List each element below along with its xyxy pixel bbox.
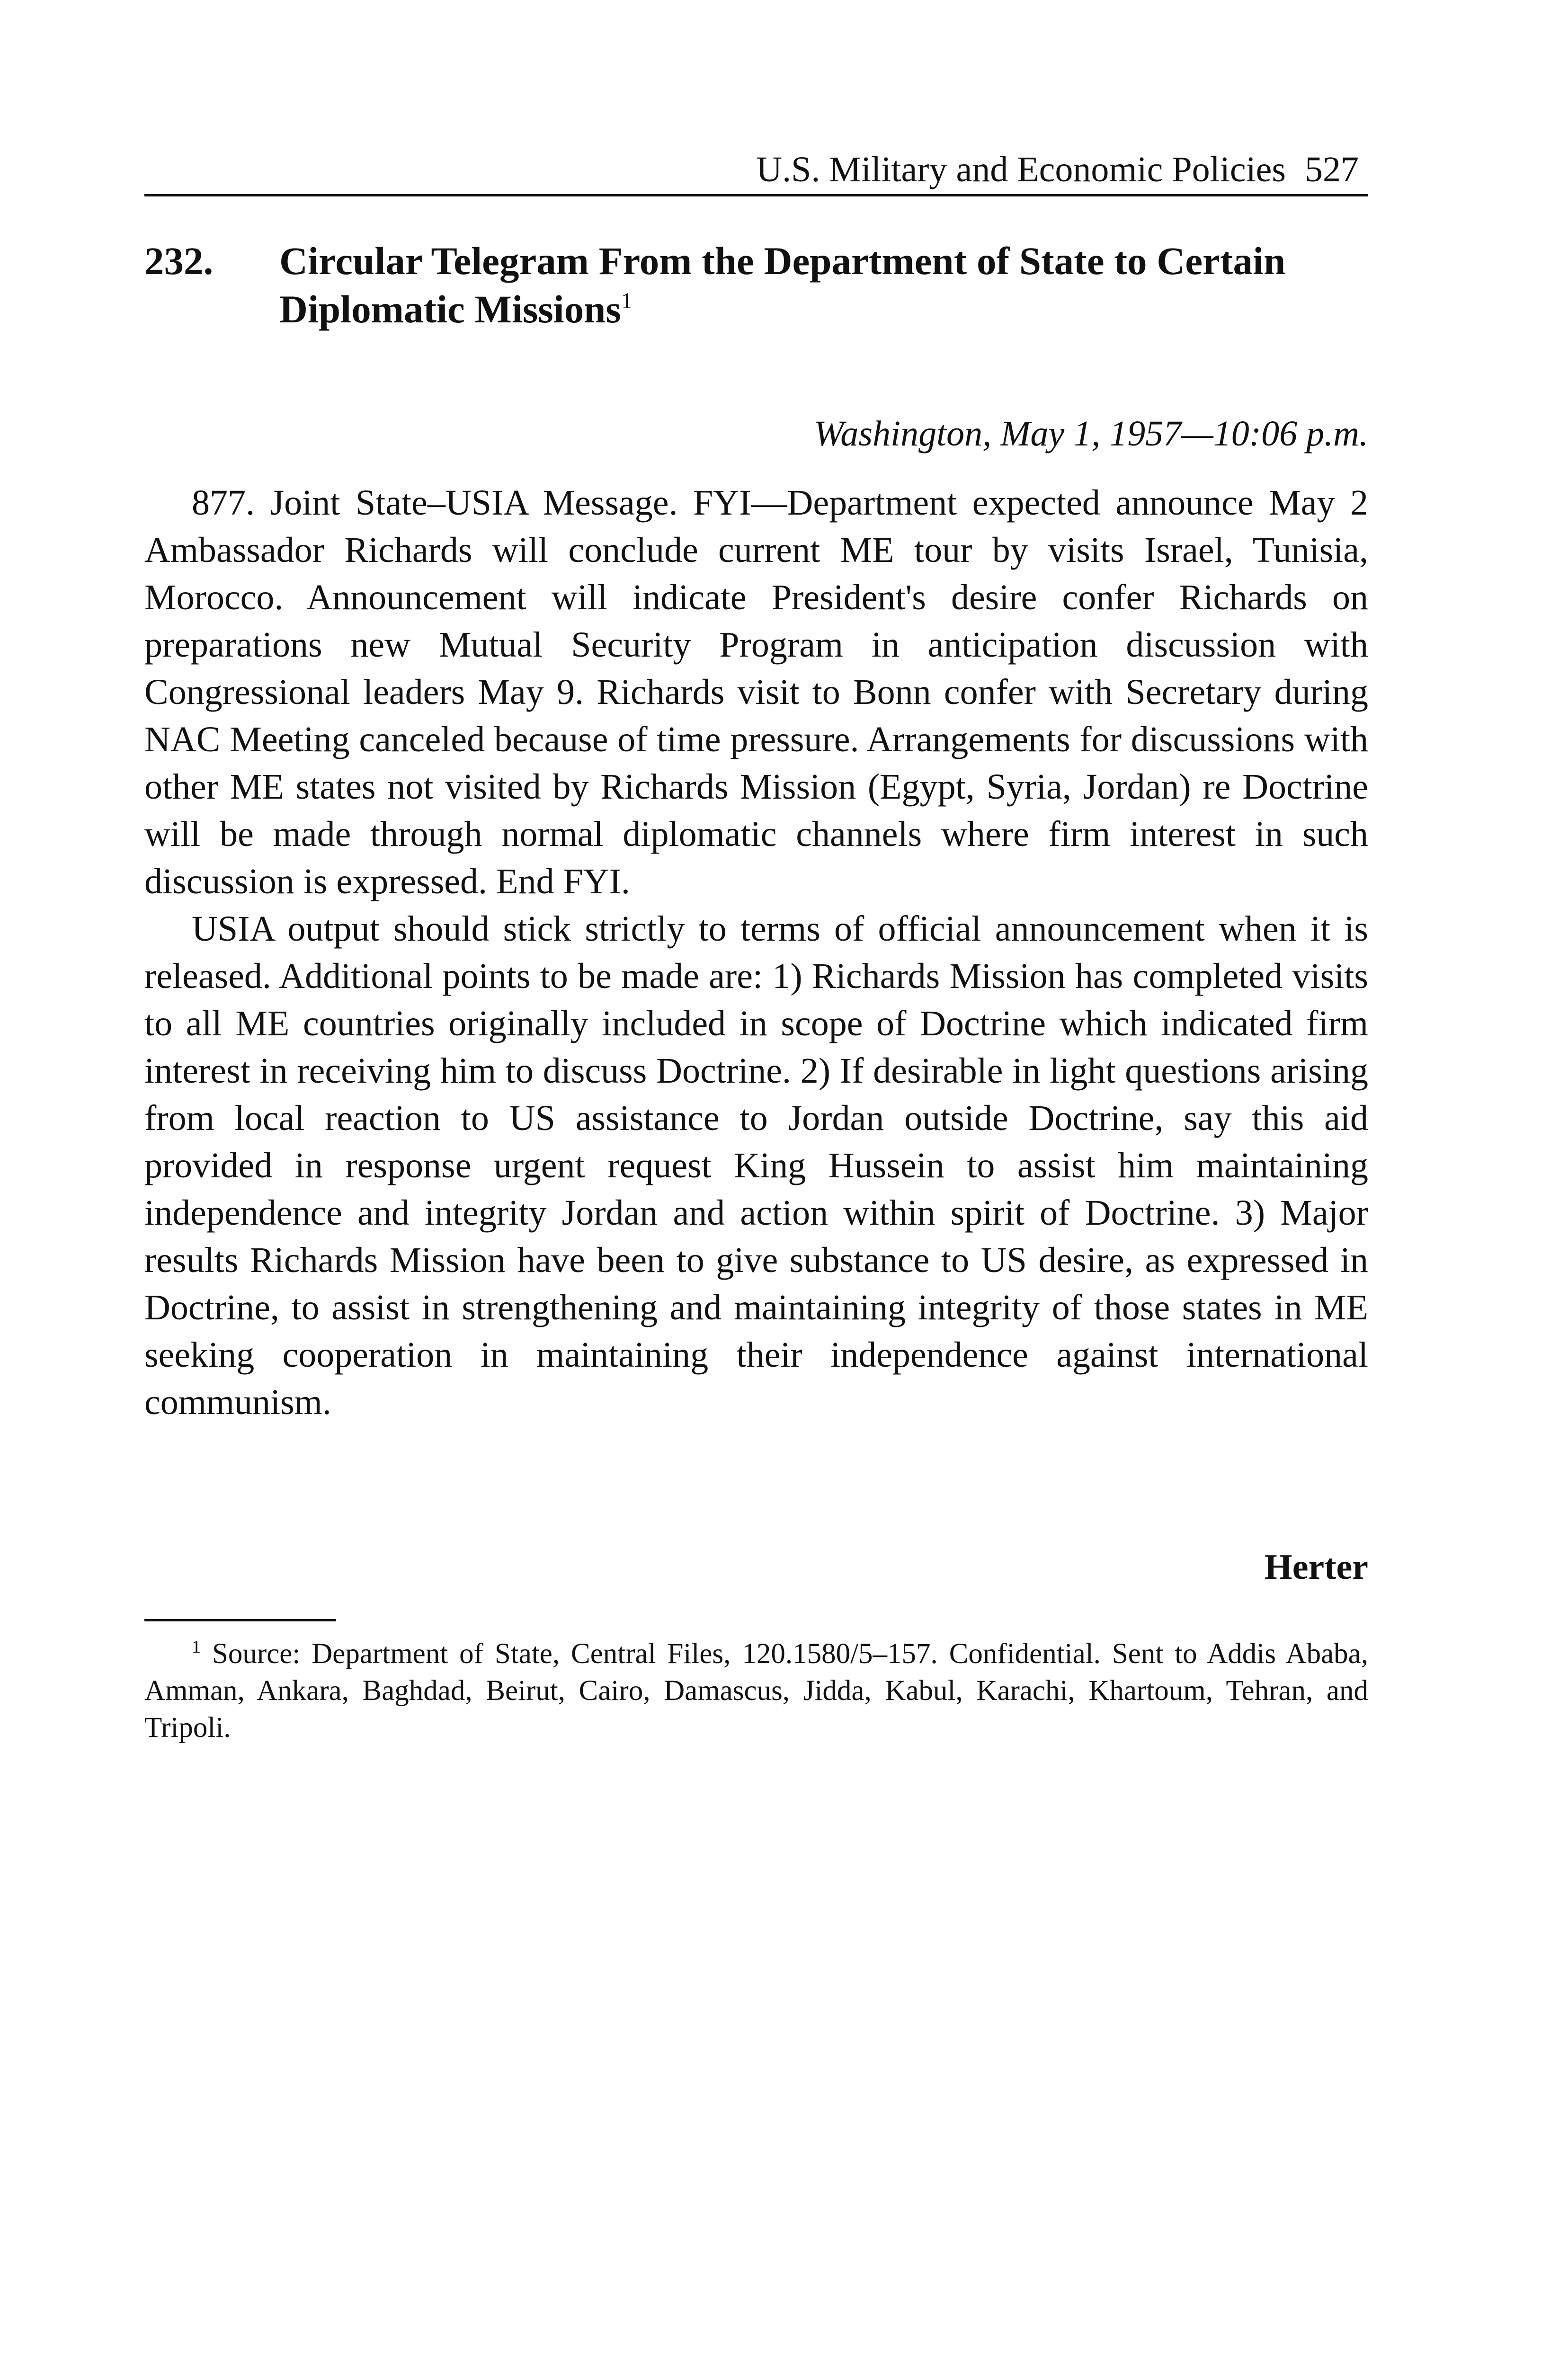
telegram-body (144, 479, 1368, 1426)
footnote (144, 1636, 1368, 1746)
dateline: Washington, May 1, 1957—10:06 p.m. (814, 414, 1368, 454)
document-title: Circular Telegram From the Department of State to Certain Diplomatic Missions (279, 239, 1286, 331)
footnote-reference: 1 (621, 288, 633, 313)
signature: Herter (1264, 1547, 1368, 1587)
footnote-divider (144, 1619, 336, 1621)
page-number: 527 (1305, 150, 1359, 189)
running-head (144, 142, 1368, 196)
body-paragraph: 877. Joint State–USIA Message. FYI—Department expected announce May 2 Ambassador Richards will conclude current ME tour by visits Israel, Tunisia, Morocco. Announcement will indicate President's desire confer Richards on preparations new Mutual Security Program in anticipation discussion with Congressional leaders May 9. Richards visit to Bonn confer with Secretary during NAC Meeting canceled because of time pressure. Arrangements for discussions with other ME states not visited by Richards Mission (Egypt, Syria, Jordan) re Doctrine will be made through normal diplomatic channels where firm interest in such discussion is expressed. End FYI. (144, 483, 1368, 901)
body-paragraph: USIA output should stick strictly to terms of official announcement when it is released. Additional points to be made are: 1) Richards Mission has completed visits to all ME countries originally included in scope of Doctrine which indicated firm interest in receiving him to discuss Doctrine. 2) If desirable in light questions arising from local reaction to US assistance to Jordan outside Doctrine, say this aid provided in response urgent request King Hussein to assist him maintaining independence and integrity Jordan and action within spirit of Doctrine. 3) Major results Richards Mission have been to give substance to US desire, as expressed in Doctrine, to assist in strengthening and maintaining integrity of those states in ME seeking cooperation in maintaining their independence against international communism. (144, 909, 1368, 1422)
footnote-marker: 1 (192, 1637, 201, 1657)
footnote-text: Source: Department of State, Central Files, 120.1580/5–157. Confidential. Sent to Addis Ababa, Amman, Ankara, Baghdad, Beirut, Cairo, Damascus, Jidda, Kabul, Karachi, Khartoum, Tehran, and Tripoli. (144, 1638, 1369, 1744)
running-head-title: U.S. Military and Economic Policies (756, 150, 1286, 189)
document-title-block (279, 237, 1368, 333)
document-number: 232. (144, 239, 214, 283)
